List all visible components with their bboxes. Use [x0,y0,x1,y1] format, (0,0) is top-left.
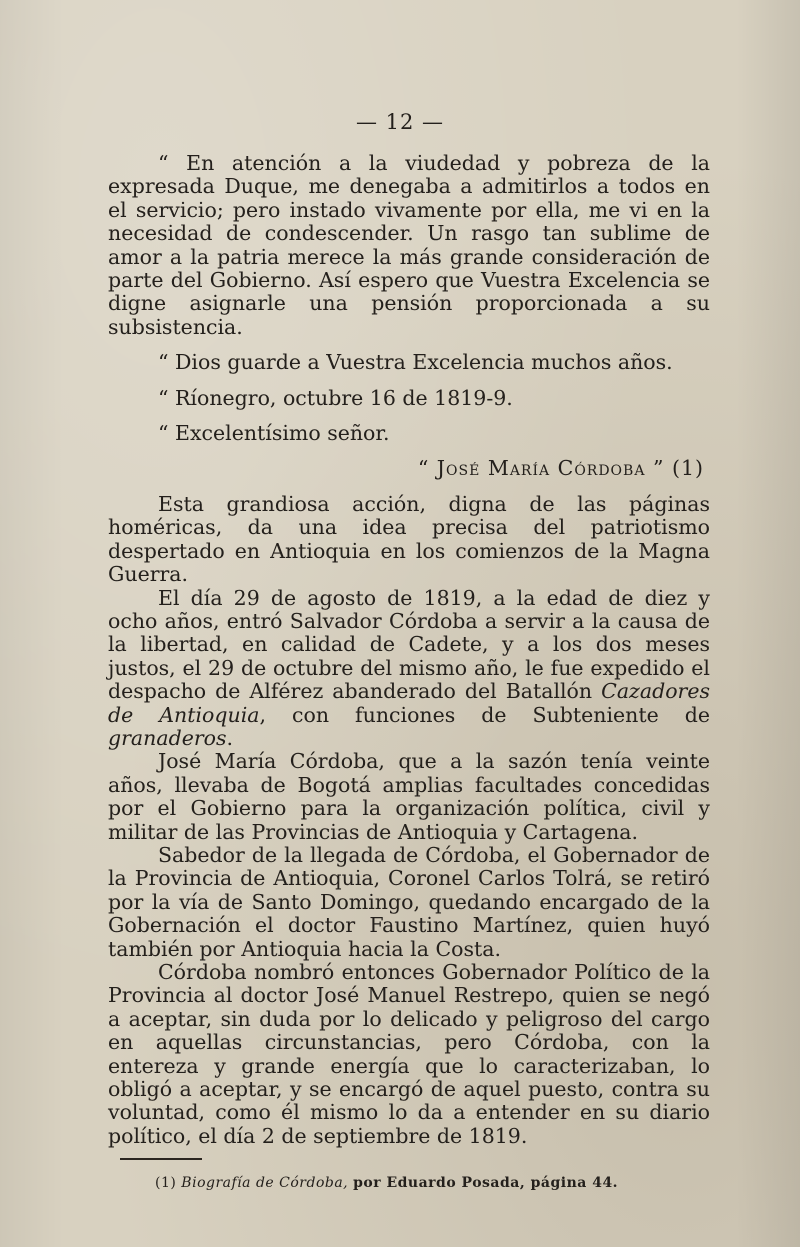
paragraph-salvador-text-b: , con funciones de Subteniente de [259,702,710,727]
paragraph-closing: “ Dios guarde a Vuestra Excelencia muchos años. [158,350,673,375]
footnote-title: Biografía de Córdoba, [181,1175,349,1191]
paragraph-salvador [108,587,710,751]
footnote-author: por Eduardo Posada, página 44. [353,1175,619,1191]
paragraph-salutation: “ Excelentísimo señor. [158,421,390,446]
body-text [108,152,710,1148]
footnote-marker: (1) [155,1175,177,1191]
paragraph-homeric: Esta grandiosa acción, digna de las páginas homéricas, da una idea precisa del patriotismo despertado en Antioquia en los comienzos de la Magna Guerra. [108,491,710,587]
granaderos-word: granaderos [108,725,227,750]
paragraph-restrepo: Córdoba nombró entonces Gobernador Político de la Provincia al doctor José Manuel Restrepo, quien se negó a aceptar, sin duda por lo delicado y peligroso del cargo en aquellas circunstancias, pero Córdoba, con la entereza y grande energía que lo caracterizaban, lo obligó a aceptar, y se encargó de aquel puesto, contra su voluntad, como él mismo lo da a entender en su diario político, el día 2 de septiembre de 1819. [108,960,710,1148]
footnote [155,1175,618,1191]
page-number: — 12 — [355,110,445,134]
paragraph-letter-body: “ En atención a la viudedad y pobreza de la expresada Duque, me denegaba a admitirlos a todos en el servicio; pero instado vivamente por ella, me vi en la necesidad de condescender. Un rasgo tan sublime de amor a la patria merece la más grande consideración de parte del Gobierno. Así espero que Vuestra Excelencia se digne asignarle una pensión proporcionada a su subsistencia. [108,151,710,339]
paragraph-salvador-text-c: . [226,725,234,750]
signature: “ José María Córdoba ” (1) [417,456,704,481]
paragraph-gobernador: Sabedor de la llegada de Córdoba, el Gobernador de la Provincia de Antioquia, Coronel Carlos Tolrá, se retiró por la vía de Santo Domingo, quedando encargado de la Gobernación el doctor Faustino Martínez, quien huyó también por Antioquia hacia la Costa. [108,842,710,961]
paragraph-salvador-text-a: El día 29 de agosto de 1819, a la edad de diez y ocho años, entró Salvador Córdoba a servir a la causa de la libertad, en calidad de Cadete, y a los dos meses justos, el 29 de octubre del mismo año, le fue expedido el despacho de Alférez abanderado del Batallón [108,585,710,704]
battalion-name: Cazadores de Antioquia [108,679,710,727]
footnote-divider [120,1158,202,1160]
paragraph-place-date: “ Ríonegro, octubre 16 de 1819-9. [158,385,513,410]
paragraph-jose-maria: José María Córdoba, que a la sazón tenía veinte años, llevaba de Bogotá amplias facultades concedidas por el Gobierno para la organización política, civil y militar de las Provincias de Antioquia y Cartagena. [108,749,710,844]
